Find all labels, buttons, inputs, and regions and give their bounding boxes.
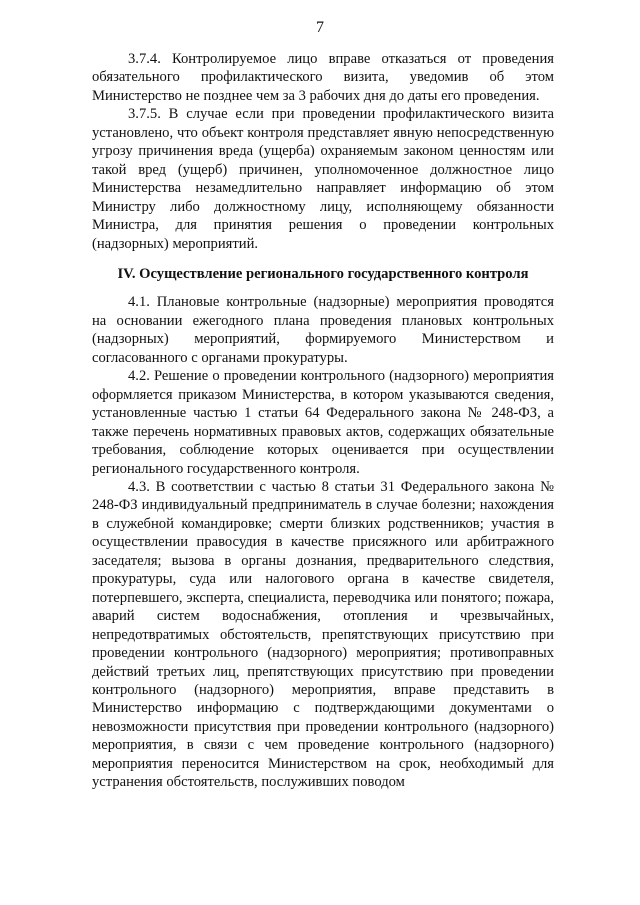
document-body bbox=[92, 50, 554, 792]
section-heading: IV. Осуществление регионального государственного контроля bbox=[117, 265, 529, 282]
paragraph-4-1: 4.1. Плановые контрольные (надзорные) мероприятия проводятся на основании ежегодного плана проведения плановых контрольных (надзорных) мероприятий, формируемого Министерством и согласованного с органами прокуратуры. bbox=[92, 294, 554, 366]
paragraph-3-7-5: 3.7.5. В случае если при проведении профилактического визита установлено, что объект контроля представляет явную непосредственную угрозу причинения вреда (ущерба) охраняемым законом ценностям или такой вред (ущерб) причинен, уполномоченное должностное лицо Министерства незамедлительно направляет информацию об этом Министру либо должностному лицу, исполняющему обязанности Министра, для принятия решения о проведении контрольных (надзорных) мероприятий. bbox=[92, 106, 554, 252]
paragraph-4-3: 4.3. В соответствии с частью 8 статьи 31 Федерального закона № 248-ФЗ индивидуальный предприниматель в случае болезни; нахождения в служебной командировке; смерти близких родственников; участия в осуществлении правосудия в качестве присяжного или арбитражного заседателя; вызова в органы дознания, предварительного следствия, прокуратуры, суда или налогового органа в качестве свидетеля, потерпевшего, эксперта, специалиста, переводчика или понятого; пожара, аварий систем водоснабжения, отопления и чрезвычайных, непредотвратимых обстоятельств, препятствующих присутствию при проведении контрольного (надзорного) мероприятия; противоправных действий третьих лиц, препятствующих присутствию при проведении контрольного (надзорного) мероприятия, вправе представить в Министерство информацию с подтверждающими документами о невозможности присутствия при проведении контрольного (надзорного) мероприятия, в связи с чем проведение контрольного (надзорного) мероприятия переносится Министерством на срок, необходимый для устранения обстоятельств, послуживших поводом bbox=[92, 478, 554, 791]
page-number: 7 bbox=[316, 19, 324, 36]
paragraph-4-2: 4.2. Решение о проведении контрольного (надзорного) мероприятия оформляется приказом Министерства, в котором указываются сведения, установленные частью 1 статьи 64 Федерального закона № 248-ФЗ, а также перечень нормативных правовых актов, содержащих обязательные требования, соблюдение которых оценивается при осуществлении регионального государственного контроля. bbox=[92, 368, 554, 477]
paragraph-3-7-4: 3.7.4. Контролируемое лицо вправе отказаться от проведения обязательного профилактического визита, уведомив об этом Министерство не позднее чем за 3 рабочих дня до даты его проведения. bbox=[92, 51, 554, 104]
